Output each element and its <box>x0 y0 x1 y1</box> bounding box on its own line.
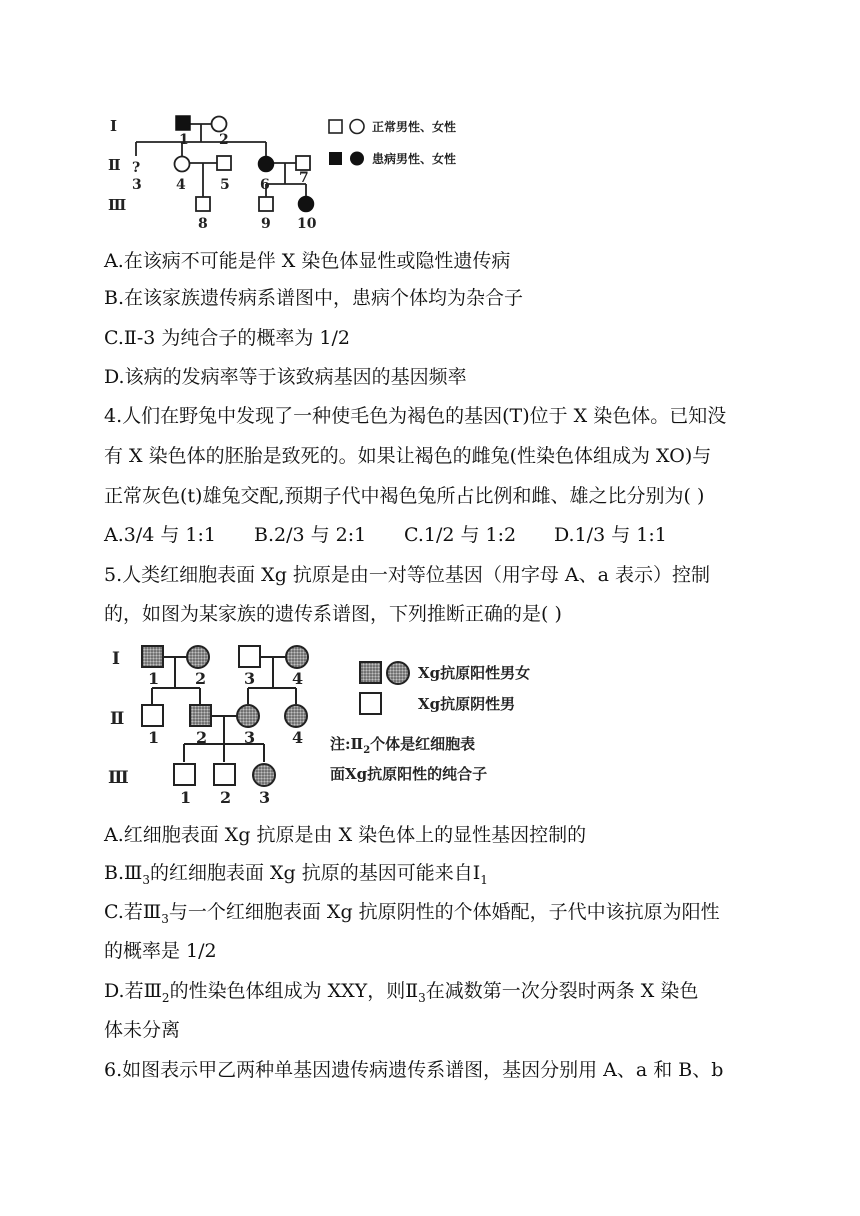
q5-option-b-mid: 的红细胞表面 Xg 抗原的基因可能来自Ⅰ <box>149 862 481 884</box>
p2-legend-positive-male-icon <box>360 662 381 683</box>
p2-gen-label-ii: Ⅱ <box>110 709 125 729</box>
p1-unknown-mark: ? <box>132 160 141 176</box>
p1-ii7-normal-male <box>296 156 310 170</box>
p1-legend-affected-label: 患病男性、女性 <box>372 152 457 166</box>
p1-ii5-normal-male <box>217 156 231 170</box>
q5-option-b-sub: 3 <box>142 872 150 887</box>
p2-i4-positive-female <box>286 646 308 668</box>
q4-stem-line-3: 正常灰色(t)雄兔交配,预期子代中褐色兔所占比例和雌、雄之比分别为( ) <box>104 485 705 507</box>
p1-id-ii6: 6 <box>260 177 270 193</box>
p2-ii1-negative-male <box>142 705 163 726</box>
p2-id-ii4: 4 <box>292 728 304 747</box>
q4-stem-line-1: 4.人们在野兔中发现了一种使毛色为褐色的基因(T)位于 X 染色体。已知没 <box>104 405 727 427</box>
q4-option-c: C.1/2 与 1:2 <box>404 524 517 546</box>
p1-i2-normal-female <box>212 117 227 132</box>
p2-id-i3: 3 <box>244 669 256 688</box>
p2-id-iii2: 2 <box>220 788 232 807</box>
p2-id-i2: 2 <box>195 669 207 688</box>
q5-option-c-rest: 与一个红细胞表面 Xg 抗原阴性的个体婚配，子代中该抗原为阳性 <box>168 901 720 923</box>
p2-iii2-negative-male <box>214 764 235 785</box>
p2-legend-negative-label: Xg抗原阴性男 <box>418 695 516 713</box>
q6-stem-line-1: 6.如图表示甲乙两种单基因遗传病遗传系谱图，基因分别用 A、a 和 B、b <box>104 1059 724 1081</box>
p1-iii9-normal-male <box>259 197 273 211</box>
p2-id-ii2: 2 <box>196 728 208 747</box>
p2-legend-positive-label: Xg抗原阳性男女 <box>418 664 531 682</box>
p1-gen-label-ii: Ⅱ <box>108 156 121 174</box>
q5-option-b-prefix: B.Ⅲ <box>104 862 143 884</box>
q5-option-d-sub2: 3 <box>418 990 426 1005</box>
q5-option-d-mid: 的性染色体组成为 XXY，则Ⅱ <box>169 980 419 1002</box>
q5-option-d-prefix: D.若Ⅲ <box>104 980 162 1002</box>
p1-i1-affected-male <box>176 116 190 130</box>
q4-option-d: D.1/3 与 1:1 <box>554 524 667 546</box>
p1-legend-normal-female-icon <box>350 120 364 134</box>
p1-gen-label-i: Ⅰ <box>110 117 118 135</box>
q4-option-b: B.2/3 与 2:1 <box>254 524 367 546</box>
q5-option-d-sub: 2 <box>161 990 170 1005</box>
p1-id-i1: 1 <box>179 132 189 148</box>
p1-iii8-normal-male <box>196 197 210 211</box>
p1-ii6-affected-female <box>259 157 274 172</box>
q4-options-row <box>104 524 667 546</box>
p1-legend-affected-female-icon <box>350 152 364 166</box>
p1-id-ii4: 4 <box>176 177 186 193</box>
p2-note-prefix: 注:Ⅱ <box>330 735 364 753</box>
q4-stem-line-2: 有 X 染色体的胚胎是致死的。如果让褐色的雌兔(性染色体组成为 XO)与 <box>104 445 712 467</box>
p2-id-iii3: 3 <box>259 788 271 807</box>
p2-ii2-positive-male <box>190 705 211 726</box>
p2-note-subscript: 2 <box>363 745 371 756</box>
q5-option-d <box>104 980 698 1009</box>
p1-gen-label-iii: Ⅲ <box>108 196 127 214</box>
p2-legend-negative-male-icon <box>360 693 381 714</box>
p2-i3-negative-male <box>239 646 260 667</box>
p2-note-line-1 <box>330 735 475 756</box>
q5-option-c-sub: 3 <box>161 911 169 926</box>
p2-id-iii1: 1 <box>180 788 192 807</box>
p2-note-line-2: 面Xg抗原阳性的纯合子 <box>330 765 488 783</box>
q3-option-d: D.该病的发病率等于该致病基因的基因频率 <box>104 366 467 388</box>
p1-id-ii3: 3 <box>132 177 142 193</box>
q5-stem-line-1: 5.人类红细胞表面 Xg 抗原是由一对等位基因（用字母 A、a 表示）控制 <box>104 564 711 586</box>
p2-legend-positive-female-icon <box>387 662 409 684</box>
q5-option-c-line-2: 的概率是 1/2 <box>104 940 217 962</box>
pedigree-diagram-1 <box>100 106 500 230</box>
q4-option-a: A.3/4 与 1:1 <box>104 524 216 546</box>
p2-iii3-positive-female <box>253 764 275 786</box>
p2-i1-positive-male <box>142 646 163 667</box>
p2-ii4-positive-female <box>285 705 307 727</box>
p1-id-iii10: 10 <box>297 216 317 230</box>
p1-legend-normal-male-icon <box>329 120 342 133</box>
p2-id-i4: 4 <box>292 669 304 688</box>
p2-id-i1: 1 <box>148 669 160 688</box>
q3-option-a: A.在该病不可能是伴 X 染色体显性或隐性遗传病 <box>104 250 511 272</box>
p2-ii3-positive-female <box>237 705 259 727</box>
p1-legend-normal-label: 正常男性、女性 <box>372 120 457 134</box>
q3-option-c: C.Ⅱ-3 为纯合子的概率为 1/2 <box>104 327 350 349</box>
p2-note-suffix: 个体是红细胞表 <box>370 735 476 753</box>
p1-id-iii8: 8 <box>198 216 208 230</box>
p1-id-i2: 2 <box>219 132 229 148</box>
p1-id-ii7: 7 <box>299 170 309 186</box>
p1-iii10-affected-female <box>299 197 314 212</box>
q5-option-b <box>104 862 488 891</box>
q3-option-b: B.在该家族遗传病系谱图中，患病个体均为杂合子 <box>104 287 524 309</box>
p2-i2-positive-female <box>187 646 209 668</box>
pedigree-diagram-2 <box>100 638 570 810</box>
q5-stem-line-2: 的，如图为某家族的遗传系谱图，下列推断正确的是( ) <box>104 603 562 625</box>
p2-gen-label-iii: Ⅲ <box>108 768 129 788</box>
q5-option-c <box>104 901 720 930</box>
q5-option-d-line-2: 体未分离 <box>104 1019 181 1041</box>
p2-id-ii3: 3 <box>244 728 256 747</box>
p1-ii4-normal-female <box>175 157 190 172</box>
p1-id-ii5: 5 <box>220 177 230 193</box>
q5-option-a: A.红细胞表面 Xg 抗原是由 X 染色体上的显性基因控制的 <box>104 824 587 846</box>
q5-option-c-prefix: C.若Ⅲ <box>104 901 162 923</box>
p2-gen-label-i: Ⅰ <box>112 649 120 669</box>
p1-id-iii9: 9 <box>261 216 271 230</box>
p1-legend-affected-male-icon <box>329 152 342 165</box>
p2-id-ii1: 1 <box>148 728 160 747</box>
p2-iii1-negative-male <box>174 764 195 785</box>
q5-option-b-sub2: 1 <box>480 872 488 887</box>
q5-option-d-rest: 在减数第一次分裂时两条 X 染色 <box>425 980 699 1002</box>
